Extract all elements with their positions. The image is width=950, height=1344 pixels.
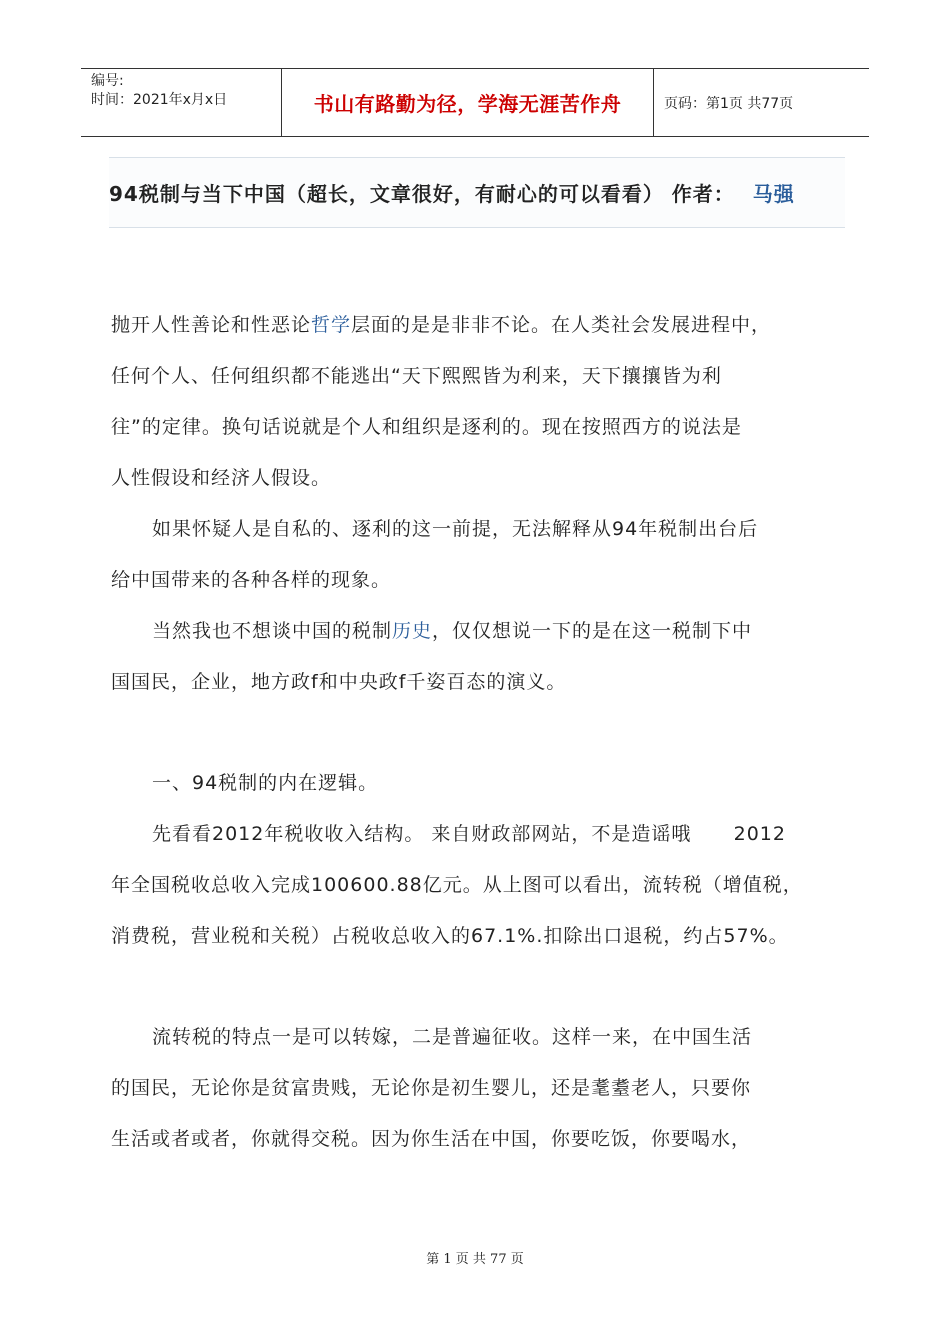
paragraph-3-line-2: 国国民，企业，地方政f和中央政f千姿百态的演义。 bbox=[111, 671, 567, 693]
paragraph-1-line-4: 人性假设和经济人假设。 bbox=[111, 467, 332, 489]
section-heading-1: 一、94税制的内在逻辑。 bbox=[152, 772, 379, 794]
paragraph-5-line-2: 的国民，无论你是贫富贵贱，无论你是初生婴儿，还是耄耋老人，只要你 bbox=[111, 1077, 752, 1099]
serial-label: 编号: bbox=[91, 73, 124, 89]
text-span: 抛开人性善论和性恶论 bbox=[111, 314, 312, 336]
text-span: ，仅仅想说一下的是在这一税制下中 bbox=[432, 620, 753, 642]
header-meta bbox=[81, 69, 282, 136]
article-title-text: 94税制与当下中国（超长，文章很好，有耐心的可以看看） 作者： bbox=[109, 182, 735, 206]
spacer bbox=[111, 708, 861, 758]
date-label: 时间：2021年x月x日 bbox=[91, 92, 228, 108]
paragraph-3-line-1 bbox=[111, 606, 861, 657]
paragraph-1-line-3: 往”的定律。换句话说就是个人和组织是逐利的。现在按照西方的说法是 bbox=[111, 416, 742, 438]
article-title-bar bbox=[109, 157, 845, 228]
article-title bbox=[109, 178, 795, 207]
text-span: 当然我也不想谈中国的税制 bbox=[152, 620, 393, 642]
paragraph-2-line-2: 给中国带来的各种各样的现象。 bbox=[111, 569, 392, 591]
spacer bbox=[111, 962, 861, 1012]
paragraph-2-line-1: 如果怀疑人是自私的、逐利的这一前提，无法解释从94年税制出台后 bbox=[152, 518, 759, 540]
history-link[interactable]: 历史 bbox=[392, 620, 433, 642]
paragraph-4-line-2: 年全国税收总收入完成100600.88亿元。从上图可以看出，流转税（增值税， bbox=[111, 874, 803, 896]
paragraph-5-line-1: 流转税的特点一是可以转嫁，二是普遍征收。这样一来，在中国生活 bbox=[152, 1026, 753, 1048]
paragraph-1-line-1 bbox=[111, 300, 861, 351]
paragraph-5-line-3: 生活或者或者，你就得交税。因为你生活在中国，你要吃饭，你要喝水， bbox=[111, 1128, 752, 1150]
header-motto: 书山有路勤为径，学海无涯苦作舟 bbox=[282, 69, 654, 136]
page-footer: 第 1 页 共 77 页 bbox=[426, 1252, 524, 1267]
paragraph-4-line-1: 先看看2012年税收收入结构。 来自财政部网站，不是造谣哦 2012 bbox=[152, 823, 786, 845]
philosophy-link[interactable]: 哲学 bbox=[311, 314, 352, 336]
author-link[interactable]: 马强 bbox=[752, 182, 795, 206]
document-header bbox=[81, 68, 869, 137]
paragraph-1-line-2: 任何个人、任何组织都不能逃出“天下熙熙皆为利来，天下攘攘皆为利 bbox=[111, 365, 722, 387]
paragraph-4-line-3: 消费税，营业税和关税）占税收总收入的67.1%.扣除出口退税，约占57%。 bbox=[111, 925, 789, 947]
text-span: 层面的是是非非不论。在人类社会发展进程中， bbox=[351, 314, 772, 336]
header-page-code: 页码：第1页 共77页 bbox=[664, 95, 794, 112]
article-body bbox=[111, 300, 861, 1165]
